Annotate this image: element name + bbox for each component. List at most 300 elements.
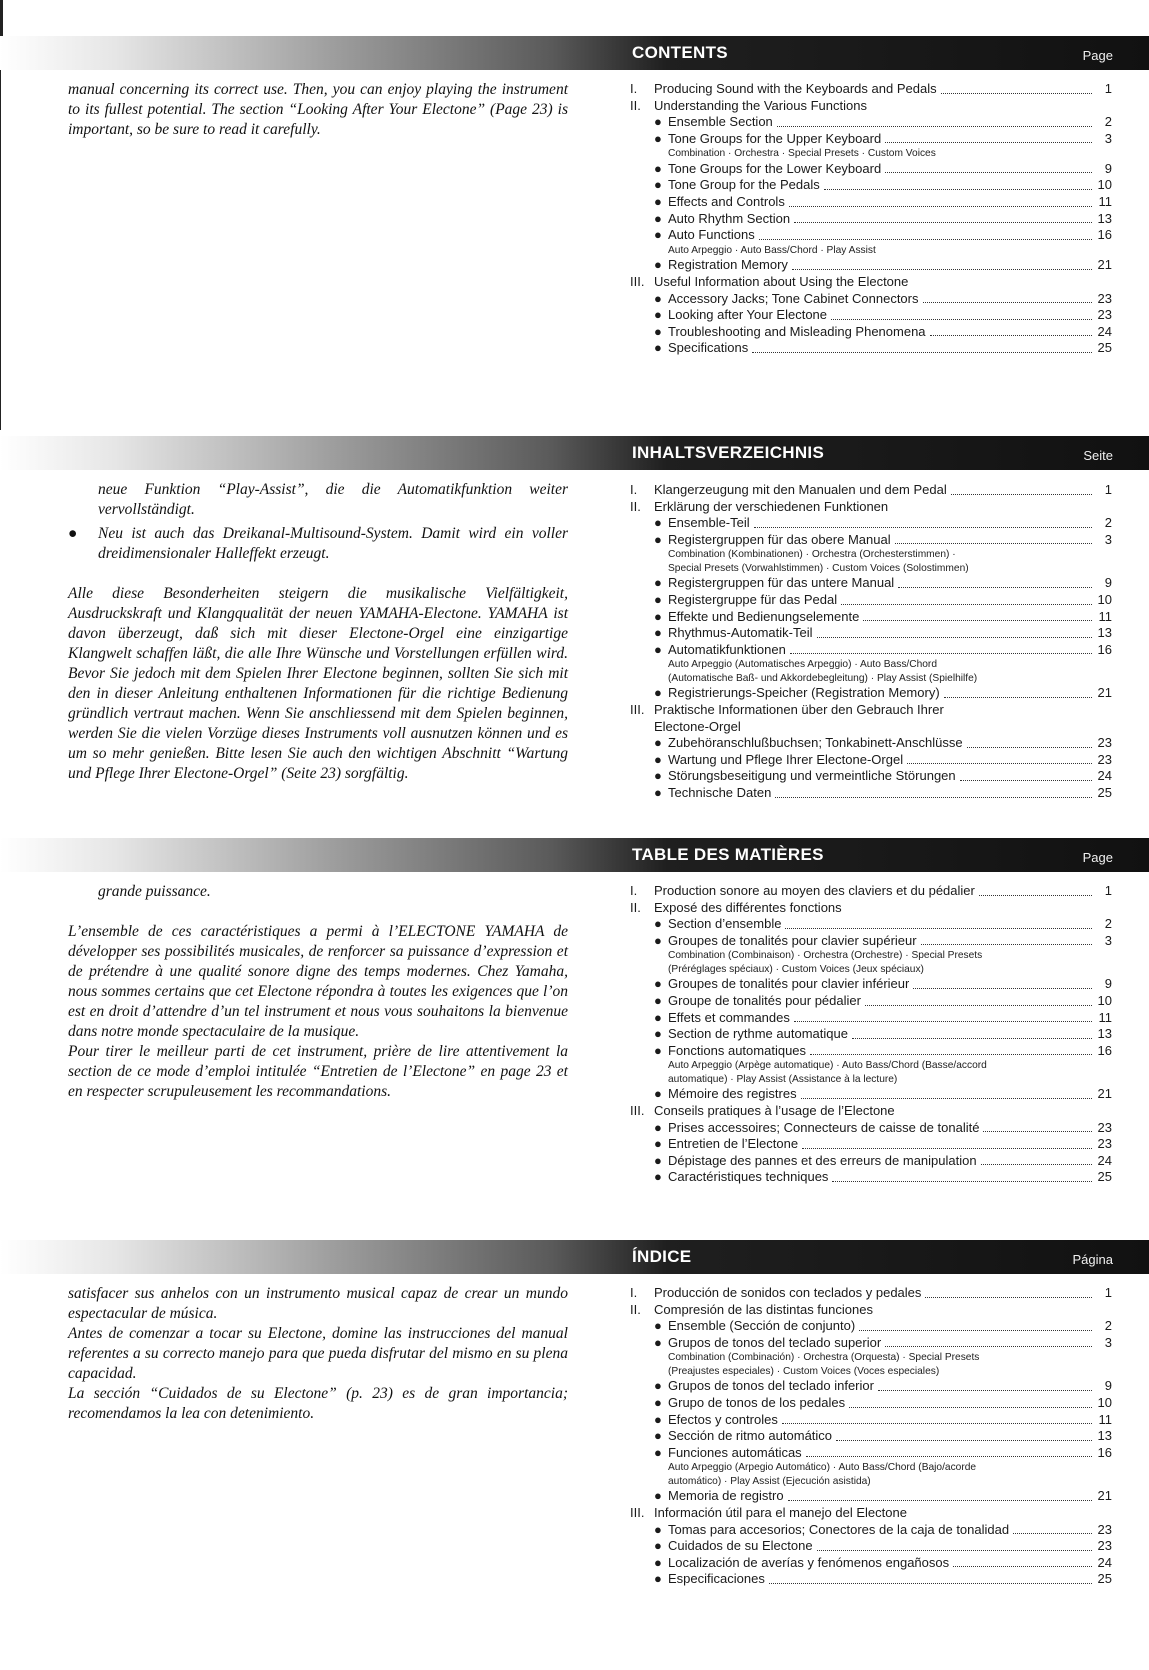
- dot-leader: [836, 1440, 1092, 1441]
- toc-label: Wartung und Pflege Ihrer Electone-Orgel: [668, 751, 904, 767]
- toc-entry: [630, 1555, 1112, 1572]
- toc-label: Auto Functions: [668, 227, 755, 243]
- toc-label: Registergruppen für das obere Manual: [668, 531, 891, 547]
- page-number: 21: [1097, 257, 1112, 273]
- dot-leader: [790, 653, 1092, 654]
- dot-leader: [885, 1346, 1092, 1347]
- toc-list: [630, 482, 1112, 802]
- page-number: 10: [1097, 1394, 1112, 1410]
- section-title: CONTENTS: [632, 43, 728, 62]
- toc-label: Especificaciones: [668, 1571, 765, 1587]
- page-number: 1: [1104, 81, 1112, 96]
- dot-leader: [817, 1550, 1092, 1551]
- margin-mark-upper: [0, 60, 1, 430]
- toc-entry: [630, 340, 1112, 357]
- dot-leader: [831, 319, 1092, 320]
- page-number: 13: [1097, 210, 1112, 226]
- bullet-icon: ●: [654, 591, 662, 607]
- bullet-icon: ●: [654, 735, 662, 751]
- dot-leader: [944, 697, 1092, 698]
- toc-subitems: Combination (Kombinationen) · Orchestra (Orchesterstimmen) ·: [668, 549, 956, 561]
- bullet-icon: ●: [654, 194, 662, 210]
- toc-chapter: [630, 702, 1112, 719]
- toc-label: Specifications: [668, 340, 749, 356]
- page-number: 23: [1097, 1521, 1112, 1537]
- dot-leader: [759, 239, 1092, 240]
- page-number: 21: [1097, 1488, 1112, 1504]
- toc-label: Effects and Controls: [668, 194, 785, 210]
- page-number: 11: [1098, 608, 1112, 624]
- page-number: 10: [1097, 177, 1112, 193]
- toc-entry: [630, 993, 1112, 1010]
- toc-label: Effekte und Bedienungselemente: [668, 608, 860, 624]
- dot-leader: [967, 747, 1092, 748]
- bullet-icon: ●: [654, 768, 662, 784]
- toc-label: Ensemble Section: [668, 114, 773, 130]
- toc-entry: [630, 291, 1112, 308]
- toc-label: Fonctions automatiques: [668, 1042, 807, 1058]
- toc-label: Mémoire des registres: [668, 1086, 797, 1102]
- bullet-icon: ●: [654, 1119, 662, 1135]
- toc-entry: [630, 735, 1112, 752]
- toc-entry: [630, 177, 1112, 194]
- dot-leader: [777, 126, 1092, 127]
- toc-chapter: [630, 1505, 1112, 1522]
- toc-entry: [630, 1120, 1112, 1137]
- intro-paragraph: L’ensemble de ces caractéristiques a permi à l’ELECTONE YAMAHA de développer ses possibilités musicales, de renforcer sa puissance d’expression et de prétendre à une qualité sonore digne des temps modernes. Chez Yamaha, nous sommes certains que cet Electone répondra à toutes les exigences que l’on est en droit d’attendre d’un tel instrument et nous vous souhaitons la bienvenue dans notre monde spectaculaire de la musique.: [68, 923, 568, 1040]
- toc-label: Grupos de tonos del teclado superior: [668, 1334, 882, 1350]
- dot-leader: [769, 1583, 1092, 1584]
- toc-entry: [630, 1488, 1112, 1505]
- section-title: ÍNDICE: [632, 1247, 692, 1266]
- page-number: 10: [1097, 992, 1112, 1008]
- bullet-icon: ●: [654, 575, 662, 591]
- toc-label: Producing Sound with the Keyboards and Pedals: [654, 81, 937, 96]
- bullet-icon: ●: [654, 976, 662, 992]
- page-number: 11: [1098, 1009, 1112, 1025]
- bullet-icon: ●: [654, 515, 662, 531]
- toc-label: Section d’ensemble: [668, 916, 782, 932]
- toc-label: Exposé des différentes fonctions: [654, 899, 842, 915]
- page-number: 11: [1098, 1411, 1112, 1427]
- dot-leader: [859, 1330, 1092, 1331]
- bullet-icon: ●: [654, 130, 662, 146]
- dot-leader: [907, 763, 1092, 764]
- intro-paragraph: grande puissance.: [98, 883, 211, 900]
- toc-subitems: automatique) · Play Assist (Assistance à la lecture): [668, 1073, 898, 1085]
- toc-entry: [630, 592, 1112, 609]
- intro-paragraph: satisfacer sus anhelos con un instrumento musical capaz de crear un mundo espectacular de música.: [68, 1285, 568, 1322]
- toc-label: Ensemble (Sección de conjunto): [668, 1318, 856, 1334]
- intro-paragraph: manual concerning its correct use. Then, you can enjoy playing the instrument to its fullest potential. The section “Looking After Your Electone” (Page 23) is important, so be sure to read it carefully.: [68, 81, 568, 138]
- bullet-icon: ●: [654, 916, 662, 932]
- header-bar: [0, 36, 1149, 70]
- toc-label: Production sonore au moyen des claviers et du pédalier: [654, 883, 975, 898]
- toc-label: Caractéristiques techniques: [668, 1169, 829, 1185]
- toc-label: Entretien de l’Electone: [668, 1136, 799, 1152]
- bullet-paragraph: [68, 524, 568, 564]
- toc-subitems: Auto Arpeggio (Arpegio Automático) · Auto Bass/Chord (Bajo/acorde: [668, 1462, 977, 1474]
- toc-subitems: Combination (Combinaison) · Orchestra (Orchestre) · Special Presets: [668, 950, 983, 962]
- toc-label: Section de rythme automatique: [668, 1026, 848, 1042]
- dot-leader: [941, 93, 1092, 94]
- toc-entry: [630, 194, 1112, 211]
- toc-chapter: [630, 883, 1112, 900]
- dot-leader: [794, 222, 1092, 223]
- bullet-icon: ●: [654, 177, 662, 193]
- chapter-number: II.: [630, 1301, 641, 1317]
- bullet-icon: ●: [654, 784, 662, 800]
- toc-entry: [630, 211, 1112, 228]
- page-number: 25: [1097, 1169, 1112, 1185]
- dot-leader: [824, 189, 1092, 190]
- toc-label: Información útil para el manejo del Electone: [654, 1504, 907, 1520]
- dot-leader: [801, 1098, 1092, 1099]
- bullet-icon: ●: [654, 1169, 662, 1185]
- page-column-label: Page: [1082, 850, 1113, 865]
- dot-leader: [785, 928, 1092, 929]
- page-column-label: Page: [1082, 48, 1113, 63]
- page-number: 21: [1097, 1086, 1112, 1102]
- bullet-icon: ●: [654, 608, 662, 624]
- toc-subitems: Auto Arpeggio · Auto Bass/Chord · Play Assist: [668, 244, 876, 256]
- bullet-icon: ●: [654, 1334, 662, 1350]
- toc-label: Grupos de tonos del teclado inferior: [668, 1378, 874, 1394]
- toc-chapter: [630, 499, 1112, 516]
- dot-leader: [754, 527, 1092, 528]
- toc-list: [630, 883, 1112, 1186]
- bullet-icon: ●: [654, 1042, 662, 1058]
- toc-list: [630, 1285, 1112, 1588]
- toc-subitems: automático) · Play Assist (Ejecución asistida): [668, 1475, 871, 1487]
- toc-entry: [630, 1169, 1112, 1186]
- toc-label: Tomas para accesorios; Conectores de la caja de tonalidad: [668, 1521, 1010, 1537]
- toc-label: Groupes de tonalités pour clavier supérieur: [668, 932, 917, 948]
- toc-chapter: [630, 1302, 1112, 1319]
- section-title: INHALTSVERZEICHNIS: [632, 443, 825, 462]
- toc-label: Erklärung der verschiedenen Funktionen: [654, 498, 889, 514]
- bullet-icon: ●: [654, 1571, 662, 1587]
- bullet-icon: ●: [654, 625, 662, 641]
- toc-chapter: [630, 274, 1112, 291]
- dot-leader: [878, 1390, 1092, 1391]
- dot-leader: [921, 944, 1092, 945]
- dot-leader: [849, 1407, 1092, 1408]
- page-number: 3: [1104, 130, 1112, 146]
- dot-leader: [885, 142, 1092, 143]
- toc-label: Prises accessoires; Connecteurs de caisse de tonalité: [668, 1119, 980, 1135]
- intro-paragraph: Pour tirer le meilleur parti de cet instrument, prière de lire attentivement la section de ce mode d’emploi intitulée “Entretien de l’Electone” en page 23 et en respecter scrupuleusement les recommandations.: [68, 1043, 568, 1100]
- page-number: 1: [1104, 1285, 1112, 1300]
- page-number: 16: [1097, 227, 1112, 243]
- toc-chapter: [630, 1103, 1112, 1120]
- intro-paragraph: Antes de comenzar a tocar su Electone, domine las instrucciones del manual referentes a su correcto manejo para que pueda disfrutar del mismo en su plena capacidad.: [68, 1325, 568, 1382]
- page-number: 11: [1098, 194, 1112, 210]
- toc-subitems: Combination (Combinación) · Orchestra (Orquesta) · Special Presets: [668, 1352, 980, 1364]
- page-number: 24: [1097, 1152, 1112, 1168]
- toc-entry: [630, 1026, 1112, 1043]
- page-column-label: Seite: [1083, 448, 1113, 463]
- toc-entry: [630, 1522, 1112, 1539]
- toc-label: Registration Memory: [668, 257, 788, 273]
- dot-leader: [895, 543, 1092, 544]
- toc-chapter: [630, 98, 1112, 115]
- header-bar: [0, 1240, 1149, 1274]
- dot-leader: [930, 335, 1092, 336]
- toc-label: Rhythmus-Automatik-Teil: [668, 625, 813, 641]
- toc-label: Troubleshooting and Misleading Phenomena: [668, 323, 926, 339]
- toc-label-continued: Electone-Orgel: [654, 718, 741, 734]
- toc-label: Memoria de registro: [668, 1488, 784, 1504]
- toc-label: Understanding the Various Functions: [654, 97, 867, 113]
- toc-entry: [630, 768, 1112, 785]
- toc-entry: [630, 324, 1112, 341]
- page-number: 21: [1097, 685, 1112, 701]
- bullet-icon: ●: [654, 1411, 662, 1427]
- chapter-number: I.: [630, 1285, 638, 1300]
- toc-entry: [630, 575, 1112, 592]
- bullet-icon: ●: [654, 531, 662, 547]
- toc-label: Klangerzeugung mit den Manualen und dem Pedal: [654, 482, 947, 497]
- toc-entry: [630, 1335, 1112, 1352]
- dot-leader: [1013, 1533, 1092, 1534]
- page-number: 13: [1097, 1026, 1112, 1042]
- intro-text: [68, 480, 568, 804]
- dot-leader: [817, 637, 1093, 638]
- page-number: 24: [1097, 1554, 1112, 1570]
- toc-entry: [630, 1086, 1112, 1103]
- intro-paragraph: La sección “Cuidados de su Electone” (p. 23) es de gran importancia; recomendamos la lea con detenimiento.: [68, 1385, 568, 1422]
- chapter-number: III.: [630, 701, 645, 717]
- page-number: 23: [1097, 1119, 1112, 1135]
- toc-entry: [630, 933, 1112, 950]
- dot-leader: [981, 1164, 1092, 1165]
- bullet-icon: ●: [654, 992, 662, 1008]
- dot-leader: [923, 302, 1093, 303]
- bullet-icon: ●: [68, 525, 78, 542]
- toc-label: Registergruppen für das untere Manual: [668, 575, 895, 591]
- page-column-label: Página: [1072, 1252, 1113, 1267]
- toc-label: Sección de ritmo automático: [668, 1428, 833, 1444]
- page-number: 16: [1097, 641, 1112, 657]
- bullet-icon: ●: [654, 323, 662, 339]
- bullet-icon: ●: [654, 1428, 662, 1444]
- bullet-icon: ●: [654, 114, 662, 130]
- toc-subitems: Special Presets (Vorwahlstimmen) · Custom Voices (Solostimmen): [668, 562, 969, 574]
- intro-text: [68, 1284, 568, 1444]
- page-number: 23: [1097, 290, 1112, 306]
- chapter-number: I.: [630, 482, 638, 497]
- toc-label: Localización de averías y fenómenos engañosos: [668, 1554, 950, 1570]
- bullet-icon: ●: [654, 257, 662, 273]
- dot-leader: [792, 269, 1092, 270]
- dot-leader: [775, 797, 1092, 798]
- toc-label: Producción de sonidos con teclados y pedales: [654, 1285, 922, 1300]
- toc-label: Efectos y controles: [668, 1411, 778, 1427]
- intro-paragraph: Alle diese Besonderheiten steigern die musikalische Vielfältigkeit, Ausdruckskraft und Klangqualität der neuen YAMAHA-Electone. YAMAHA ist davon überzeugt, daß sich mit dieser Electone-Orgel eine einzigartige Klangwelt schaffen läßt, die alle Ihre Wünsche und Vorstellungen erfüllen wird. Bevor Sie jedoch mit dem Spielen Ihrer Electone beginnen, sollten Sie sich mit den in dieser Anleitung enthaltenen Informationen für die richtige Bedienung gründlich vertraut machen. Wenn Sie anschliessend mit dem Spielen beginnen, werden Sie die vielen Vorzüge dieses Instruments voll ausnutzen können und es um so mehr genießen. Bitte lesen Sie auch den wichtigen Abschnitt “Wartung und Pflege Ihrer Electone-Orgel” (Seite 23) sorgfältig.: [68, 585, 568, 782]
- toc-label: Praktische Informationen über den Gebrauch Ihrer: [654, 701, 944, 717]
- toc-label: Ensemble-Teil: [668, 515, 750, 531]
- toc-chapter: [630, 1285, 1112, 1302]
- toc-chapter: [630, 900, 1112, 917]
- page-number: 24: [1097, 768, 1112, 784]
- toc-entry: [630, 1538, 1112, 1555]
- toc-entry: [630, 161, 1112, 178]
- toc-entry: [630, 114, 1112, 131]
- page-number: 23: [1097, 751, 1112, 767]
- bullet-icon: ●: [654, 160, 662, 176]
- page-number: 2: [1104, 114, 1112, 130]
- page-number: 2: [1104, 916, 1112, 932]
- bullet-icon: ●: [654, 1318, 662, 1334]
- dot-leader: [782, 1423, 1092, 1424]
- toc-label: Groupes de tonalités pour clavier inférieur: [668, 976, 910, 992]
- page-number: 23: [1097, 1136, 1112, 1152]
- page-number: 13: [1097, 625, 1112, 641]
- toc-entry: [630, 532, 1112, 549]
- toc-label: Automatikfunktionen: [668, 641, 786, 657]
- bullet-icon: ●: [654, 685, 662, 701]
- page-number: 9: [1104, 1378, 1112, 1394]
- toc-entry: [630, 916, 1112, 933]
- chapter-number: II.: [630, 498, 641, 514]
- page-number: 25: [1097, 784, 1112, 800]
- bullet-icon: ●: [654, 1152, 662, 1168]
- toc-chapter: [630, 482, 1112, 499]
- toc-entry: [630, 752, 1112, 769]
- page-number: 24: [1097, 323, 1112, 339]
- toc-entry: [630, 685, 1112, 702]
- toc-entry: [630, 1428, 1112, 1445]
- dot-leader: [852, 1038, 1092, 1039]
- page-number: 23: [1097, 1538, 1112, 1554]
- paragraph-text: Neu ist auch das Dreikanal-Multisound-System. Damit wird ein voller dreidimensionaler Halleffekt erzeugt.: [98, 525, 568, 562]
- bullet-icon: ●: [654, 1086, 662, 1102]
- toc-entry: [630, 1445, 1112, 1462]
- toc-label: Effets et commandes: [668, 1009, 790, 1025]
- toc-entry: [630, 515, 1112, 532]
- bullet-icon: ●: [654, 340, 662, 356]
- bullet-icon: ●: [654, 1394, 662, 1410]
- toc-label: Dépistage des pannes et des erreurs de manipulation: [668, 1152, 977, 1168]
- bullet-icon: ●: [654, 1009, 662, 1025]
- toc-entry: [630, 1318, 1112, 1335]
- dot-leader: [841, 604, 1092, 605]
- toc-label: Tone Groups for the Upper Keyboard: [668, 130, 882, 146]
- dot-leader: [865, 1005, 1092, 1006]
- page-number: 16: [1097, 1042, 1112, 1058]
- toc-label: Conseils pratiques à l’usage de l’Electone: [654, 1102, 895, 1118]
- page-number: 9: [1104, 976, 1112, 992]
- toc-entry: [630, 227, 1112, 244]
- toc-entry: [630, 785, 1112, 802]
- bullet-icon: ●: [654, 1444, 662, 1460]
- page-number: 1: [1104, 883, 1112, 898]
- dot-leader: [913, 988, 1092, 989]
- toc-subitems: (Preajustes especiales) · Custom Voices (Voces especiales): [668, 1365, 940, 1377]
- toc-entry: [630, 1153, 1112, 1170]
- toc-label: Cuidados de su Electone: [668, 1538, 813, 1554]
- bullet-icon: ●: [654, 307, 662, 323]
- toc-label: Auto Rhythm Section: [668, 210, 791, 226]
- dot-leader: [789, 206, 1092, 207]
- toc-entry: [630, 976, 1112, 993]
- dot-leader: [960, 780, 1092, 781]
- chapter-number: III.: [630, 1504, 645, 1520]
- chapter-number: III.: [630, 1102, 645, 1118]
- toc-entry: [630, 1571, 1112, 1588]
- toc-label: Grupo de tonos de los pedales: [668, 1394, 846, 1410]
- chapter-number: I.: [630, 883, 638, 898]
- bullet-list: [68, 524, 568, 564]
- chapter-number: I.: [630, 81, 638, 96]
- page-number: 23: [1097, 307, 1112, 323]
- header-bar: [0, 436, 1149, 470]
- bullet-icon: ●: [654, 641, 662, 657]
- toc-entry: [630, 131, 1112, 148]
- bullet-icon: ●: [654, 1488, 662, 1504]
- toc-label: Zubehöranschlußbuchsen; Tonkabinett-Anschlüsse: [668, 735, 963, 751]
- dot-leader: [953, 1566, 1092, 1567]
- toc-label: Groupe de tonalités pour pédalier: [668, 992, 861, 1008]
- toc-label: Useful Information about Using the Electone: [654, 273, 909, 289]
- bullet-icon: ●: [654, 1521, 662, 1537]
- section-title: TABLE DES MATIÈRES: [632, 845, 824, 864]
- intro-text: [68, 882, 568, 1122]
- bullet-icon: ●: [654, 210, 662, 226]
- page-number: 10: [1097, 591, 1112, 607]
- bullet-icon: ●: [654, 751, 662, 767]
- dot-leader: [885, 172, 1092, 173]
- toc-label: Registergruppe für das Pedal: [668, 591, 838, 607]
- toc-subitems: (Automatische Baß- und Akkordebegleitung) · Play Assist (Spielhilfe): [668, 672, 978, 684]
- toc-label: Störungsbeseitigung und vermeintliche Störungen: [668, 768, 956, 784]
- toc-label: Registrierungs-Speicher (Registration Memory): [668, 685, 940, 701]
- intro-text: [68, 80, 568, 160]
- dot-leader: [898, 587, 1092, 588]
- bullet-icon: ●: [654, 1136, 662, 1152]
- toc-label: Looking after Your Electone: [668, 307, 828, 323]
- toc-label: Tone Groups for the Lower Keyboard: [668, 160, 882, 176]
- header-bar: [0, 838, 1149, 872]
- page-number: 1: [1104, 482, 1112, 497]
- intro-paragraph: neue Funktion “Play-Assist”, die die Automatikfunktion weiter vervollständigt.: [98, 481, 568, 518]
- toc-entry: [630, 307, 1112, 324]
- page-number: 3: [1104, 531, 1112, 547]
- toc-entry: [630, 1378, 1112, 1395]
- toc-label: Funciones automáticas: [668, 1444, 802, 1460]
- page-number: 9: [1104, 575, 1112, 591]
- page-number: 3: [1104, 932, 1112, 948]
- toc-entry: [630, 642, 1112, 659]
- toc-label: Technische Daten: [668, 784, 772, 800]
- toc-label: Accessory Jacks; Tone Cabinet Connectors: [668, 290, 919, 306]
- bullet-icon: ●: [654, 1554, 662, 1570]
- toc-chapter: [630, 81, 1112, 98]
- toc-entry: [630, 1412, 1112, 1429]
- dot-leader: [788, 1500, 1092, 1501]
- chapter-number: II.: [630, 899, 641, 915]
- dot-leader: [951, 494, 1092, 495]
- dot-leader: [794, 1021, 1092, 1022]
- toc-subitems: Auto Arpeggio (Automatisches Arpeggio) · Auto Bass/Chord: [668, 659, 937, 671]
- page-number: 3: [1104, 1334, 1112, 1350]
- bullet-icon: ●: [654, 1378, 662, 1394]
- toc-entry: [630, 257, 1112, 274]
- bullet-icon: ●: [654, 1538, 662, 1554]
- dot-leader: [979, 895, 1092, 896]
- toc-entry: [630, 1136, 1112, 1153]
